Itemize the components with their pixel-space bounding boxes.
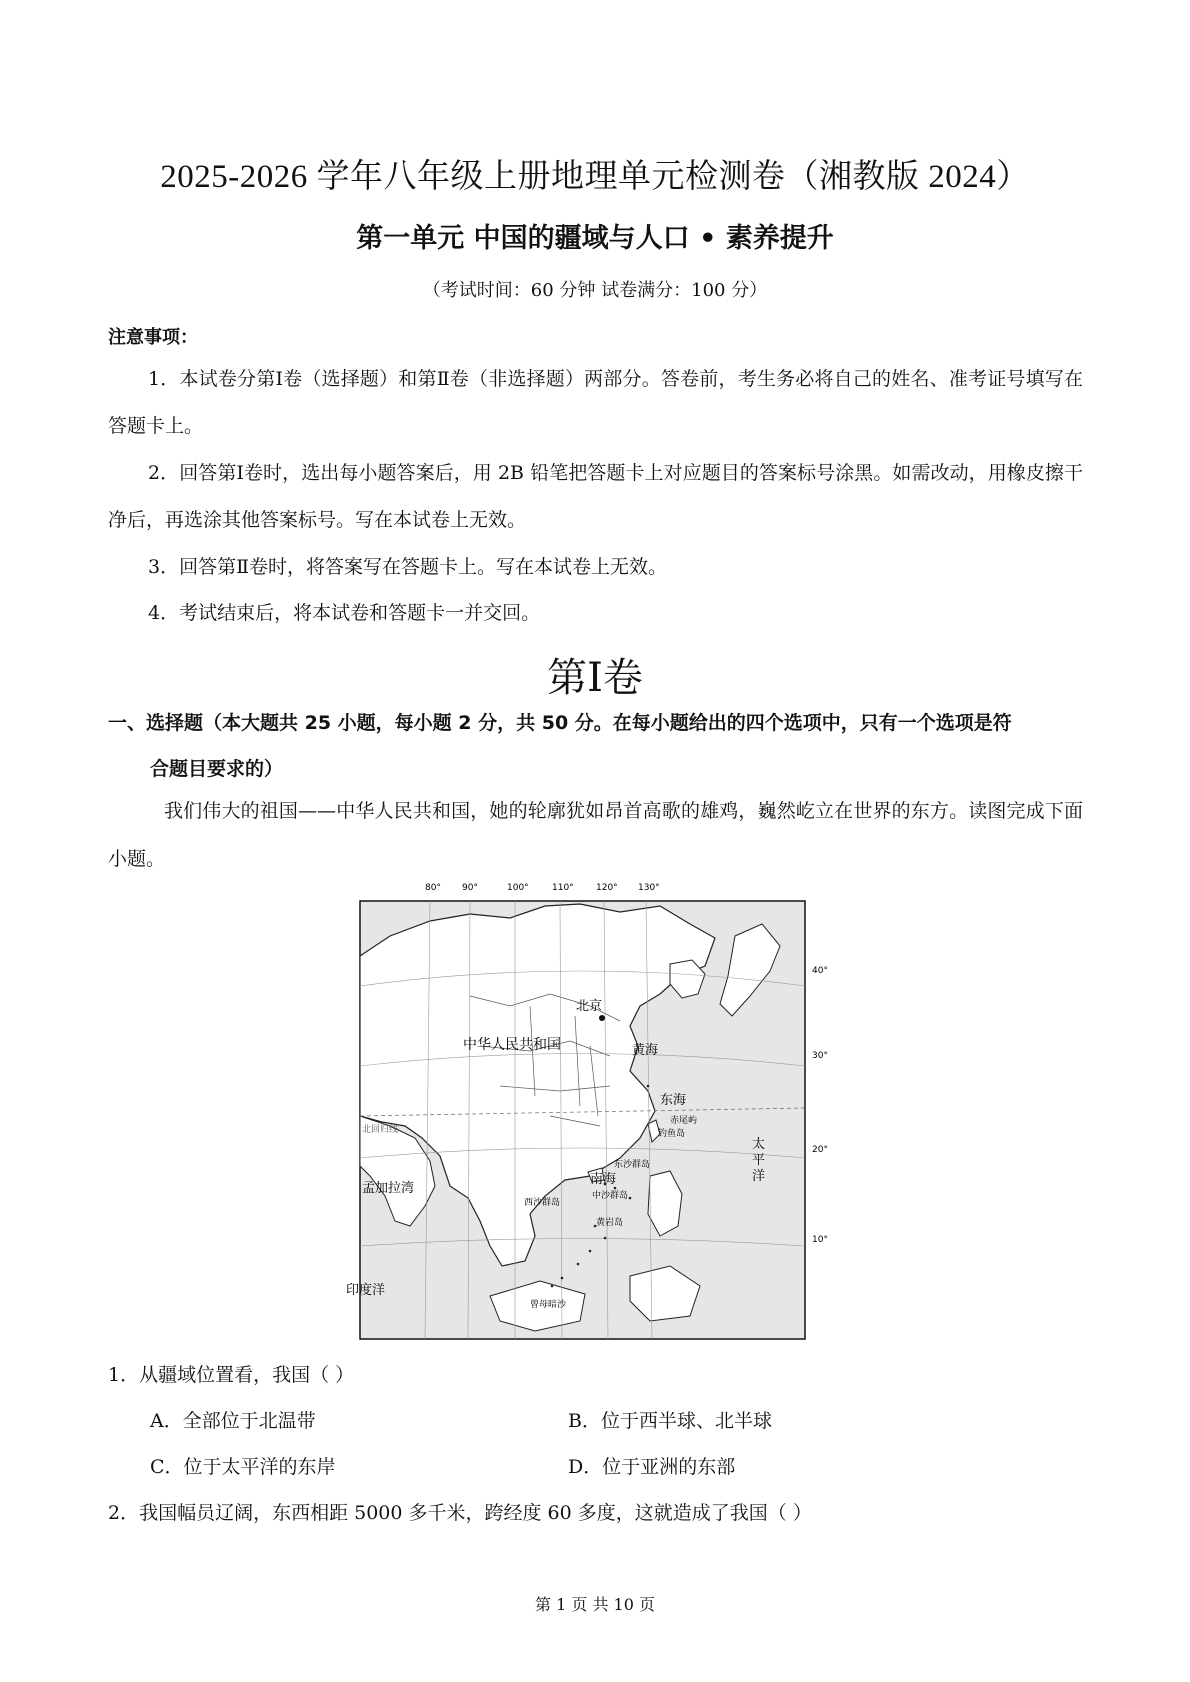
island-dot: [614, 1187, 617, 1190]
island-dot: [629, 1197, 632, 1200]
section-title: 第Ⅰ卷: [547, 655, 643, 700]
page-footer: 第 1 页 共 10 页: [535, 1595, 655, 1614]
question-1-option-a: A．全部位于北温带: [150, 1410, 316, 1432]
notice-title: 注意事项：: [108, 327, 198, 348]
part-heading: [108, 700, 1088, 792]
question-1-option-c: C．位于太平洋的东岸: [150, 1456, 336, 1478]
label-south-sea: 南海: [590, 1172, 617, 1187]
island-dot: [647, 1085, 650, 1088]
question-1-option-b: B．位于西半球、北半球: [568, 1410, 772, 1432]
label-tropic: 北回归线: [362, 1125, 399, 1135]
lon-label-130: 130°: [638, 883, 660, 893]
notice-item-1: 1．本试卷分第Ⅰ卷（选择题）和第Ⅱ卷（非选择题）两部分。答卷前，考生务必将自己的姓名、准考证号填写在答题卡上。: [108, 368, 1083, 437]
label-chiwei: 赤尾屿: [670, 1116, 698, 1126]
label-pacific-2: 平: [752, 1153, 766, 1168]
label-yellow-sea: 黄海: [632, 1043, 659, 1058]
label-indian-ocean: 印度洋: [346, 1283, 386, 1298]
island-dot: [604, 1237, 607, 1240]
island-dot: [589, 1250, 592, 1253]
label-zhongsha: 中沙群岛: [592, 1191, 629, 1201]
lon-label-120: 120°: [596, 883, 618, 893]
question-1-stem: 1．从疆域位置看，我国（ ）: [108, 1364, 355, 1386]
notice-item-2: 2．回答第Ⅰ卷时，选出每小题答案后，用 2B 铅笔把答题卡上对应题目的答案标号涂黑。如需改动，用橡皮擦干净后，再选涂其他答案标号。写在本试卷上无效。: [108, 462, 1083, 531]
label-huangyan: 黄岩岛: [596, 1218, 624, 1228]
lat-label-30: 30°: [812, 1051, 828, 1061]
label-pacific-1: 太: [752, 1137, 766, 1152]
lat-label-20: 20°: [812, 1145, 828, 1155]
part-heading-line2: 合题目要求的）: [150, 758, 284, 780]
label-east-sea: 东海: [660, 1093, 687, 1108]
label-diaoyu: 钓鱼岛: [658, 1129, 686, 1139]
label-zengmu: 曾母暗沙: [530, 1300, 567, 1310]
question-intro: 我们伟大的祖国——中华人民共和国，她的轮廓犹如昂首高歌的雄鸡，巍然屹立在世界的东方。读图完成下面小题。: [108, 800, 1083, 870]
notice-item-3: 3．回答第Ⅱ卷时，将答案写在答题卡上。写在本试卷上无效。: [148, 556, 668, 578]
capital-beijing-marker: [599, 1015, 605, 1021]
lon-label-110: 110°: [552, 883, 574, 893]
notice-item-4: 4．考试结束后，将本试卷和答题卡一并交回。: [148, 602, 541, 624]
island-dot: [561, 1277, 564, 1280]
lon-label-100: 100°: [507, 883, 529, 893]
lon-label-80: 80°: [425, 883, 441, 893]
page-subtitle: 第一单元 中国的疆域与人口 • 素养提升: [356, 223, 834, 254]
part-heading-line1: 一、选择题（本大题共 25 小题，每小题 2 分，共 50 分。在每小题给出的四个选项中，只有一个选项是符: [108, 712, 1012, 734]
lat-label-40: 40°: [812, 966, 828, 976]
question-1-option-d: D．位于亚洲的东部: [568, 1456, 736, 1478]
island-dot: [551, 1285, 554, 1288]
exam-info: （考试时间：60 分钟 试卷满分：100 分）: [422, 280, 768, 301]
page-title: 2025-2026 学年八年级上册地理单元检测卷（湘教版 2024）: [160, 159, 1030, 195]
label-pacific-3: 洋: [752, 1169, 766, 1184]
question-2-stem: 2．我国幅员辽阔，东西相距 5000 多千米，跨经度 60 多度，这就造成了我国（ ）: [108, 1502, 812, 1524]
lat-label-10: 10°: [812, 1235, 828, 1245]
label-china: 中华人民共和国: [463, 1037, 561, 1053]
island-dot: [577, 1263, 580, 1266]
lon-label-90: 90°: [462, 883, 478, 893]
label-beijing: 北京: [576, 999, 603, 1014]
label-xisha: 西沙群岛: [524, 1198, 561, 1208]
label-bengal: 孟加拉湾: [362, 1181, 415, 1196]
china-map: [330, 876, 840, 1346]
china-map-figure: [330, 876, 840, 1346]
label-dongsha: 东沙群岛: [614, 1160, 651, 1170]
